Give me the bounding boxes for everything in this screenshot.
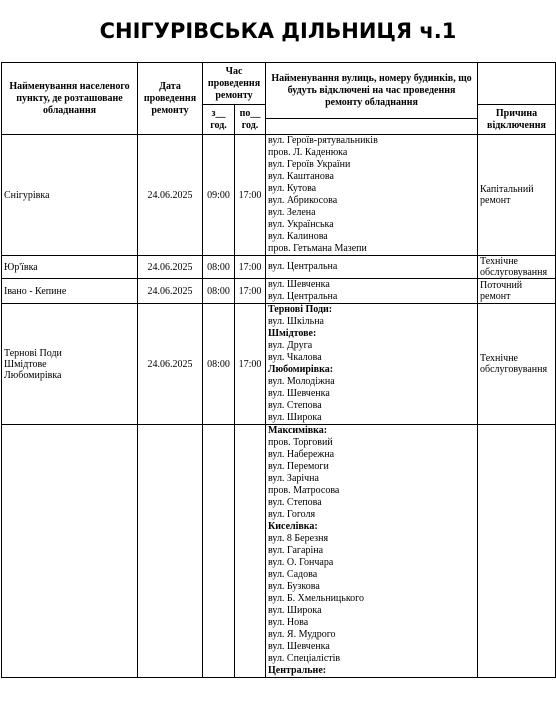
street-name: вул. Українська <box>268 219 334 230</box>
date-cell: 24.06.2025 <box>138 279 203 304</box>
header-streets: Найменування вулиць, номеру будинків, що будуть відключені на час проведення ремонту обладнання <box>266 63 478 119</box>
settlement-label: Шмідтове: <box>268 328 317 339</box>
reason-text: Капітальний <box>480 184 534 195</box>
header-reason: Причина відключення <box>478 105 556 135</box>
header-time: Час проведення ремонту <box>203 63 266 105</box>
settlement-label: Киселівка: <box>268 521 318 532</box>
locality-name: Любомирівка <box>4 369 62 381</box>
street-name: вул. О. Гончара <box>268 557 334 568</box>
page-title: СНІГУРІВСЬКА ДІЛЬНИЦЯ ч.1 <box>99 19 457 43</box>
street-name: вул. Я. Мудрого <box>268 629 336 640</box>
time-to-cell: 17:00 <box>235 304 266 425</box>
street-name: пров. Торговий <box>268 437 333 448</box>
streets-cell <box>266 304 478 425</box>
street-name: вул. Чкалова <box>268 352 322 363</box>
outage-schedule-table <box>1 62 556 678</box>
time-from-cell: 08:00 <box>203 256 235 279</box>
locality-cell <box>2 304 138 425</box>
street-name: вул. Центральна <box>268 291 338 302</box>
street-name: вул. Степова <box>268 497 322 508</box>
street-name: вул. Широка <box>268 412 322 423</box>
table-row <box>2 304 556 425</box>
locality-name: Тернові Поди <box>4 347 62 359</box>
locality-name: Шмідтове <box>4 358 47 370</box>
street-name: вул. Героїв України <box>268 159 351 170</box>
settlement-label: Центральне: <box>268 665 327 676</box>
street-name: вул. Шкільна <box>268 316 324 327</box>
time-from-cell: 08:00 <box>203 304 235 425</box>
streets-cell <box>266 256 478 279</box>
table-row <box>2 279 556 304</box>
reason-text: обслуговування <box>480 267 548 278</box>
streets-cell <box>266 425 478 678</box>
street-name: вул. Садова <box>268 569 318 580</box>
header-from: з__ год. <box>203 105 235 135</box>
time-to-cell: 17:00 <box>235 279 266 304</box>
street-name: пров. Л. Каденюка <box>268 147 348 158</box>
locality-cell <box>2 256 138 279</box>
locality-name: Юр'ївка <box>4 261 38 273</box>
street-name: вул. Б. Хмельницького <box>268 593 365 604</box>
header-locality: Найменування населеного пункту, де розташоване обладнання <box>2 63 138 135</box>
street-name: вул. Спеціалістів <box>268 653 341 664</box>
street-name: вул. Гоголя <box>268 509 316 520</box>
street-name: пров. Матросова <box>268 485 340 496</box>
time-to-cell <box>235 425 266 678</box>
street-name: вул. Калинова <box>268 231 328 242</box>
street-name: вул. Шевченка <box>268 279 330 290</box>
locality-name: Снігурівка <box>4 189 50 201</box>
street-name: вул. Каштанова <box>268 171 334 182</box>
street-name: вул. Зарічна <box>268 473 319 484</box>
table-body <box>2 135 556 678</box>
header-reason-spacer <box>478 63 556 105</box>
street-name: вул. Гагаріна <box>268 545 324 556</box>
time-to-cell: 17:00 <box>235 256 266 279</box>
street-name: вул. Кутова <box>268 183 317 194</box>
reason-cell <box>478 304 556 425</box>
street-name: вул. Центральна <box>268 261 338 272</box>
street-name: вул. Широка <box>268 605 322 616</box>
reason-cell <box>478 256 556 279</box>
street-name: вул. Героїв-рятувальників <box>268 135 378 146</box>
header-streets-tail <box>266 119 478 135</box>
reason-cell <box>478 135 556 256</box>
time-from-cell: 09:00 <box>203 135 235 256</box>
date-cell <box>138 425 203 678</box>
street-name: вул. Абрикосова <box>268 195 338 206</box>
reason-cell <box>478 279 556 304</box>
locality-cell <box>2 279 138 304</box>
date-cell: 24.06.2025 <box>138 304 203 425</box>
locality-cell <box>2 425 138 678</box>
street-name: вул. Степова <box>268 400 322 411</box>
street-name: вул. Друга <box>268 340 313 351</box>
street-name: вул. Молодіжна <box>268 376 335 387</box>
street-name: вул. Набережна <box>268 449 335 460</box>
street-name: вул. Перемоги <box>268 461 329 472</box>
table-header <box>2 63 556 135</box>
street-name: вул. Бузкова <box>268 581 320 592</box>
header-date: Дата проведення ремонту <box>138 63 203 135</box>
settlement-label: Максимівка: <box>268 425 328 436</box>
street-name: пров. Гетьмана Мазепи <box>268 243 367 254</box>
table-row <box>2 135 556 256</box>
reason-cell <box>478 425 556 678</box>
street-name: вул. Шевченка <box>268 388 330 399</box>
time-from-cell <box>203 425 235 678</box>
settlement-label: Любомирівка: <box>268 364 334 375</box>
settlement-label: Тернові Поди: <box>268 304 333 315</box>
date-cell: 24.06.2025 <box>138 135 203 256</box>
street-name: вул. Шевченка <box>268 641 330 652</box>
locality-cell <box>2 135 138 256</box>
street-name: вул. Зелена <box>268 207 316 218</box>
table-row <box>2 256 556 279</box>
reason-text: ремонт <box>480 195 511 206</box>
reason-text: ремонт <box>480 291 511 302</box>
time-to-cell: 17:00 <box>235 135 266 256</box>
reason-text: обслуговування <box>480 364 548 375</box>
date-cell: 24.06.2025 <box>138 256 203 279</box>
street-name: вул. Нова <box>268 617 309 628</box>
time-from-cell: 08:00 <box>203 279 235 304</box>
street-name: вул. 8 Березня <box>268 533 329 544</box>
streets-cell <box>266 279 478 304</box>
table-row <box>2 425 556 678</box>
reason-text: Поточний <box>480 280 523 291</box>
reason-text: Технічне <box>480 353 518 364</box>
header-to: по__ год. <box>235 105 266 135</box>
locality-name: Івано - Кепине <box>4 285 67 297</box>
reason-text: Технічне <box>480 256 518 267</box>
streets-cell <box>266 135 478 256</box>
